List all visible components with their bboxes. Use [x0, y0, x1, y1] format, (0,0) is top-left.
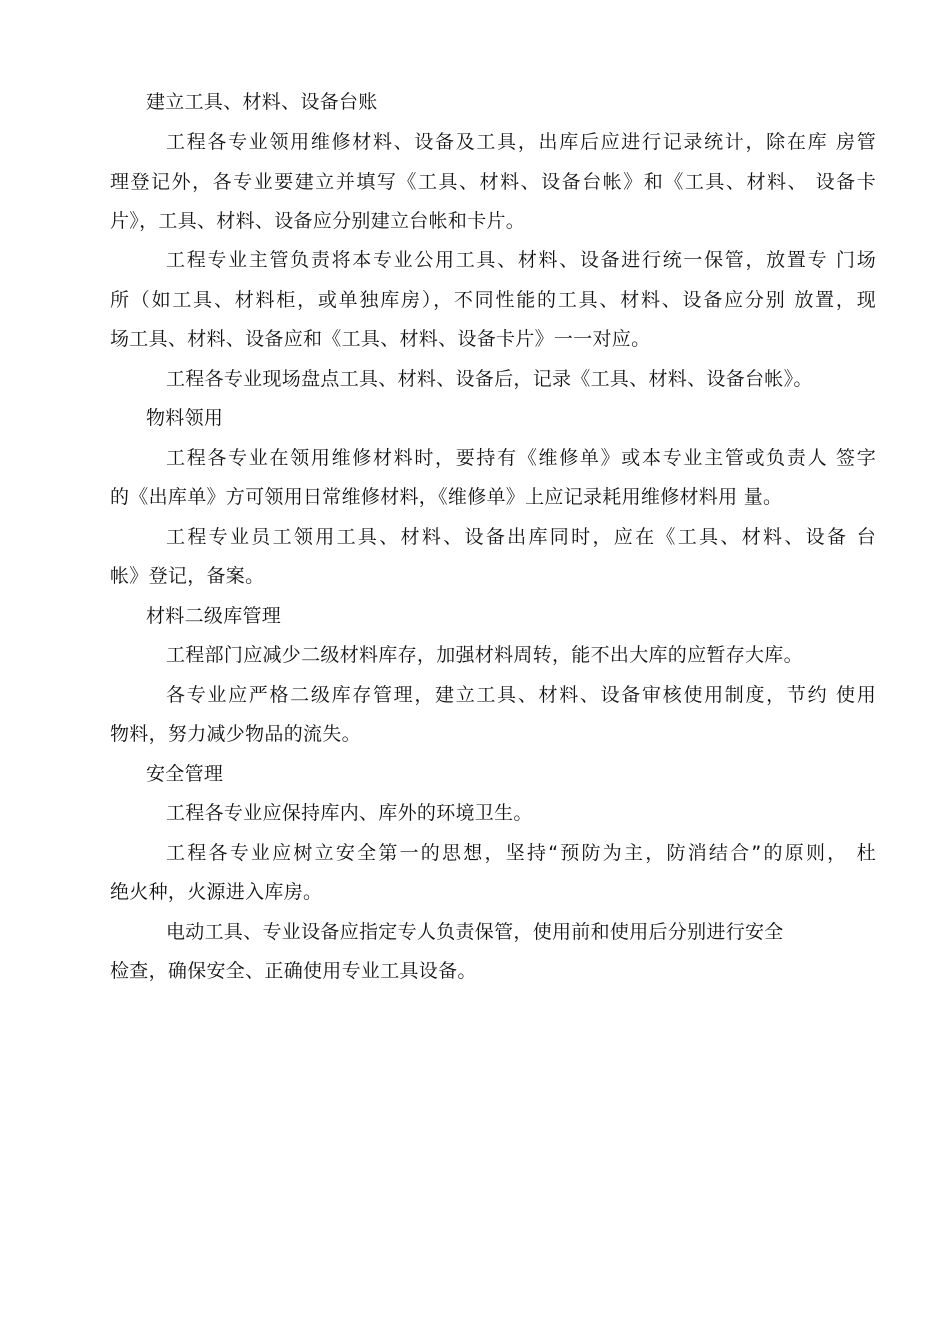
paragraph-line: 工程各专业现场盘点工具、材料、设备后，记录《工具、材料、设备台帐》。	[166, 368, 813, 390]
paragraph-line: 工程各专业在领用维修材料时，要持有《维修单》或本专业主管或负责人 签字	[166, 447, 876, 469]
paragraph-line: 帐》登记，备案。	[110, 565, 265, 587]
paragraph-line: 工程部门应减少二级材料库存，加强材料周转，能不出大库的应暂存大库。	[166, 644, 803, 666]
paragraph-line: 各专业应严格二级库存管理，建立工具、材料、设备审核使用制度，节约 使用	[166, 684, 876, 706]
paragraph-line: 工程专业员工领用工具、材料、设备出库同时，应在《工具、材料、设备 台	[166, 526, 876, 548]
paragraph-line: 工程各专业应树立安全第一的思想，坚持“预防为主，防消结合”的原则， 杜	[166, 842, 876, 864]
paragraph-line: 工程专业主管负责将本专业公用工具、材料、设备进行统一保管，放置专 门场	[166, 249, 876, 271]
paragraph-line: 检查，确保安全、正确使用专业工具设备。	[110, 960, 477, 982]
paragraph-line: 绝火种，火源进入库房。	[110, 881, 323, 903]
section-heading-material-requisition: 物料领用	[146, 407, 224, 429]
section-heading-secondary-store: 材料二级库管理	[146, 605, 282, 627]
paragraph-line: 物料，努力减少物品的流失。	[110, 723, 361, 745]
section-heading-safety: 安全管理	[146, 763, 224, 785]
paragraph-line: 电动工具、专业设备应指定专人负责保管，使用前和使用后分别进行安全	[166, 921, 784, 943]
paragraph-line: 所（如工具、材料柜，或单独库房），不同性能的工具、材料、设备应分别 放置，现	[110, 289, 876, 311]
paragraph-line: 片》，工具、材料、设备应分别建立台帐和卡片。	[110, 210, 526, 232]
section-heading-ledger: 建立工具、材料、设备台账	[146, 91, 378, 113]
paragraph-line: 工程各专业领用维修材料、设备及工具，出库后应进行记录统计，除在库 房管	[166, 131, 876, 153]
paragraph-line: 场工具、材料、设备应和《工具、材料、设备卡片》一一对应。	[110, 328, 651, 350]
paragraph-line: 工程各专业应保持库内、库外的环境卫生。	[166, 802, 533, 824]
paragraph-line: 的《出库单》方可领用日常维修材料，《维修单》上应记录耗用维修材料用 量。	[110, 486, 783, 508]
paragraph-line: 理登记外，各专业要建立并填写《工具、材料、设备台帐》和《工具、材料、 设备卡	[110, 171, 876, 193]
